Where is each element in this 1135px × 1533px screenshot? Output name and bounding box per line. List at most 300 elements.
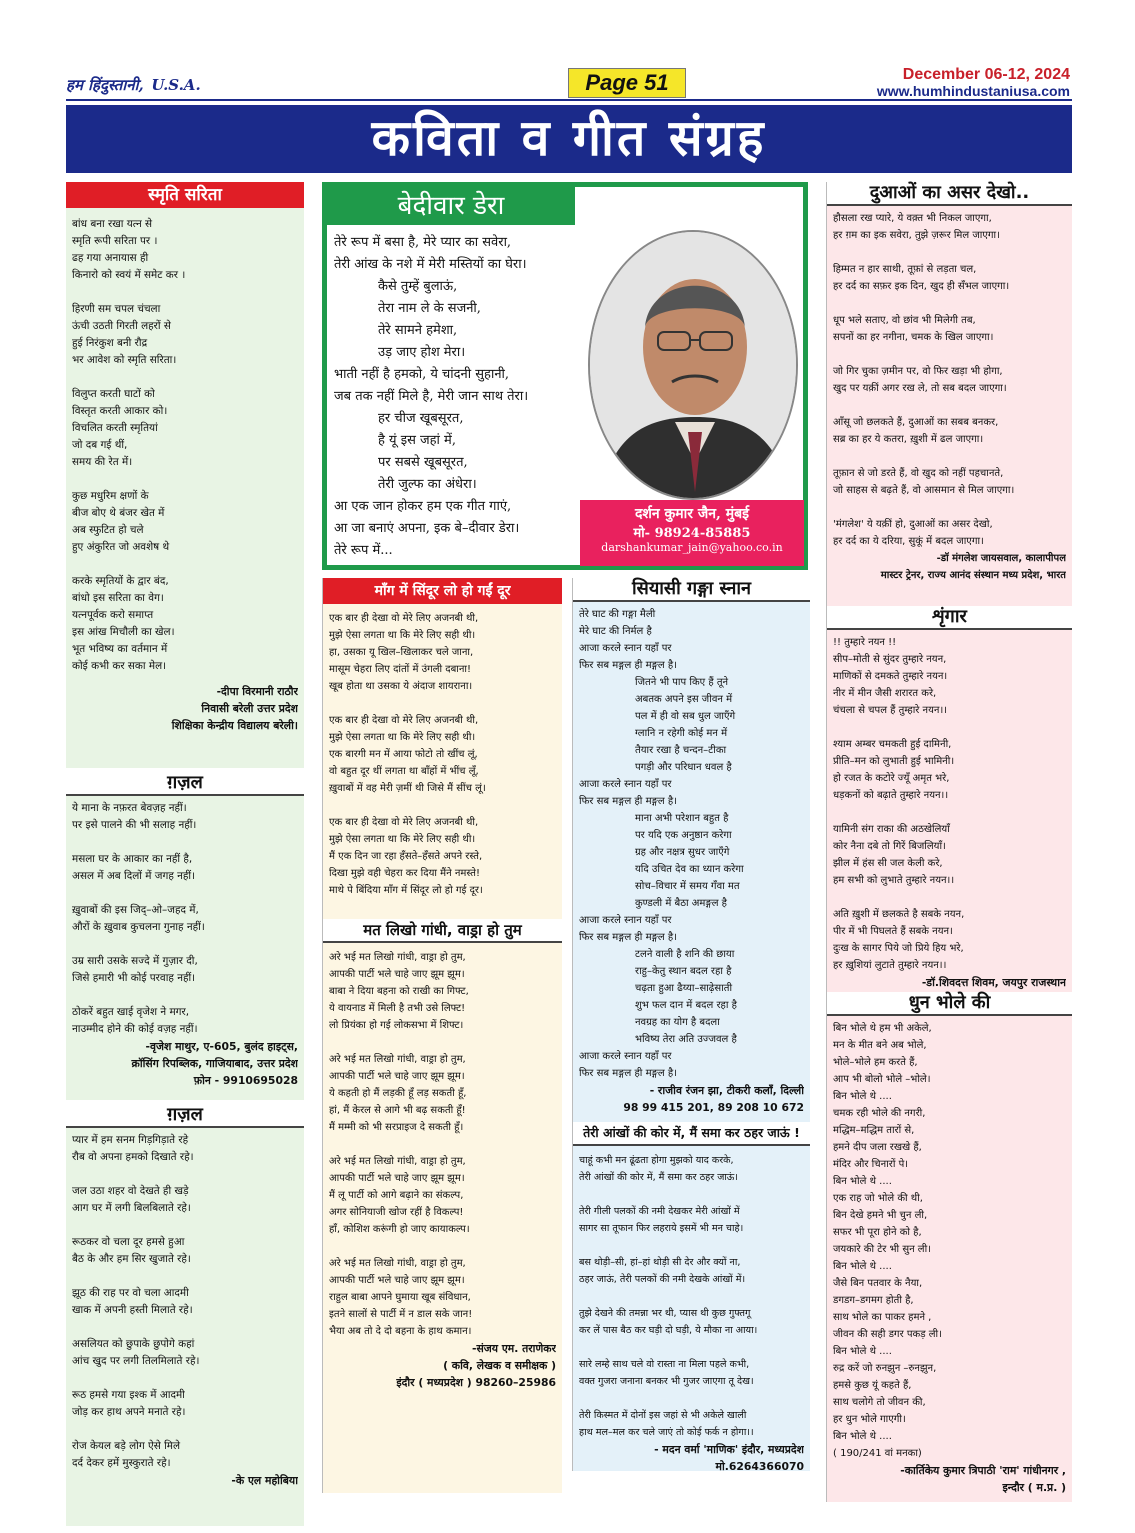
dhun-lines-line: जयकारे की टेर भी सुन ली। (833, 1244, 931, 1255)
column-right (826, 182, 1072, 1502)
duaon-lines-line: धूप भले सताए, वो छांव भी मिलेगी तब, (833, 315, 976, 326)
duaon-title: दुआओं का असर देखो.. (827, 182, 1072, 206)
teri-poem (573, 1146, 810, 1471)
ghazal2-lines-line: प्यार में हम सनम गिड़गिड़ाते रहे (72, 1134, 189, 1146)
gandhi-lines (323, 949, 562, 1340)
sindoor-lines-line: दिखा मुझे वही चेहरा कर दिया मैंने नमस्ते! (329, 868, 480, 879)
shringar-lines (827, 634, 1072, 974)
shringar-author-line: -डॉ.शिवदत्त शिवम, जयपुर राजस्थान (921, 976, 1066, 989)
smriti-lines-line (72, 471, 304, 488)
sindoor-poem (323, 604, 562, 919)
siyasi-lines-line: मेरे घाट की निर्मल है (579, 626, 652, 637)
sindoor-lines-line: ख़ुवाबों में वह मेरी ज़मीं थी जिसे मैं सींच लूं। (329, 783, 486, 794)
publication-suffix: U.S.A. (151, 76, 201, 94)
sindoor-lines-line: वो बहुत दूर थीं लगता था बाँहों में भींच लूँ, (329, 766, 479, 777)
siyasi-lines-line: भविष्य तेरा अति उज्जवल है (635, 1034, 737, 1045)
duaon-lines-line (833, 295, 1072, 312)
ghazal2-lines-line: असलियत को छुपाके छुपोगे कहां (72, 1338, 195, 1350)
ghazal2-lines-line: आंच खुद पर लगी तिलमिलाते रहे। (72, 1355, 200, 1367)
ghazal2-lines-line (72, 1217, 304, 1234)
duaon-lines-line (833, 244, 1072, 261)
shringar-lines-line: झील में हंस सी जल केली करे, (833, 858, 943, 869)
dhun-lines-line: हमसे कुछ यूं कहते हैं, (833, 1380, 912, 1391)
sindoor-lines-line: मैं एक दिन जा रहा हँसते–हँसते अपने रस्ते, (329, 851, 483, 862)
dhun-lines-line: एक राह जो भोले की थी, (833, 1193, 923, 1204)
siyasi-lines-line: आजा करले स्नान यहाँ पर (579, 779, 672, 790)
bedivar-author-name: दर्शन कुमार जैन, मुंबई (634, 506, 750, 522)
duaon-lines-line (833, 346, 1072, 363)
smriti-lines-line: कुछ मधुरिम क्षणों के (72, 490, 149, 502)
sindoor-lines-line: मुझे ऐसा लगता था कि मेरे लिए सही थी। (329, 834, 476, 845)
teri-lines-line (579, 1186, 810, 1203)
ghazal1-lines-line (72, 936, 304, 953)
dhun-author-line: इन्दौर ( म.प्र. ) (1002, 1481, 1066, 1494)
shringar-lines-line: हम सभी को लुभाते तुम्हारे नयन।। (833, 875, 955, 886)
smriti-lines-line: बांध बना रखा यत्न से (72, 218, 153, 230)
duaon-lines-line (833, 397, 1072, 414)
duaon-lines-line: सब्र का हर ये कतरा, ख़ुशी में ढल जाएगा। (833, 434, 984, 445)
smriti-lines-line: ऊंची उठती गिरती लहरों से (72, 320, 171, 332)
duaon-lines-line: सपनों का हर नगीना, चमक के खिल जाएगा। (833, 332, 994, 343)
duaon-lines-line: खुद पर यक़ीं अगर रख ले, तो सब बदल जाएगा। (833, 383, 1007, 394)
siyasi-lines-line: माना अभी परेशान बहुत है (635, 813, 729, 824)
website-link[interactable]: www.humhindustaniusa.com (876, 83, 1070, 99)
column-mid-left (322, 578, 562, 1493)
siyasi-author-line: - राजीव रंजन झा, टीकरी कलाँ, दिल्ली (649, 1084, 804, 1097)
gandhi-lines-line: इतने सालों से पार्टी में न डाल सके जान! (329, 1309, 473, 1320)
sindoor-lines-line: माथे पे बिंदिया माँग में सिंदूर लो हो गई दूर। (329, 885, 483, 896)
bedivar-lines-line: आ जा बनाएं अपना, इक बे–दीवार डेरा। (334, 521, 520, 536)
teri-lines-line: कर लें पास बैठ कर घड़ी दो घड़ी, ये मौका ना आया। (579, 1325, 758, 1336)
siyasi-lines-line: यदि उचित देव का ध्यान करेगा (635, 864, 744, 875)
shringar-title: शृंगार (827, 606, 1072, 630)
dhun-lines-line: हमने दीप जला रखखे हैं, (833, 1142, 922, 1153)
ghazal2-author-line: -के एल महोबिया (231, 1474, 298, 1487)
bedivar-lines-line: तेरे रूप में... (334, 543, 393, 558)
dhun-lines-line: मद्धिम–मद्धिम तारों से, (833, 1125, 915, 1136)
ghazal1-lines-line (72, 987, 304, 1004)
gandhi-lines-line: अगर सोनियाजी खोज रहीं है विकल्प! (329, 1207, 464, 1218)
siyasi-lines-line: फिर सब मङ्गल ही मङ्गल है। (579, 1068, 677, 1079)
ghazal2-lines-line (72, 1421, 304, 1438)
dhun-lines-line: साथ भोले का पाकर हमने , (833, 1312, 932, 1323)
ghazal2-lines (66, 1132, 304, 1472)
bedivar-lines-line: तेरी जुल्फ का अंधेरा। (378, 477, 477, 492)
sindoor-lines-line: एक बार ही देखा वो मेरे लिए अजनबी थी, (329, 817, 479, 828)
siyasi-lines-line: आजा करले स्नान यहाँ पर (579, 1051, 672, 1062)
gandhi-lines-line: अरे भई मत लिखो गांधी, वाड्रा हो तुम, (329, 952, 466, 963)
teri-lines-line (579, 1237, 810, 1254)
gandhi-lines-line (329, 1238, 562, 1255)
smriti-lines-line: विस्तृत करती आकार को। (72, 405, 168, 417)
shringar-lines-line: श्याम अम्बर चमकती हुई दामिनी, (833, 739, 952, 750)
header-rule (66, 99, 1072, 101)
smriti-lines-line: अब स्फुटित हो चले (72, 524, 144, 536)
siyasi-lines-line: आजा करले स्नान यहाँ पर (579, 915, 672, 926)
shringar-lines-line: !! तुम्हारे नयन !! (833, 637, 897, 648)
bedivar-author-email[interactable]: darshankumar_jain@yahoo.co.in (601, 541, 783, 554)
siyasi-lines (573, 606, 810, 1082)
teri-lines-line: तेरी किस्मत में दोनों इस जहां से भी अकेले खाली (579, 1410, 747, 1421)
smriti-lines-line: करके स्मृतियों के द्वार बंद, (72, 575, 169, 587)
siyasi-title: सियासी गङ्गा स्नान (573, 578, 810, 602)
ghazal1-lines-line: नाउम्मीद होने की कोई वज़ह नहीं। (72, 1023, 198, 1035)
gandhi-lines-line: आपकी पार्टी भले चाहे जाए झूम झूम। (329, 1071, 465, 1082)
bedivar-lines-line: तेरे सामने हमेशा, (378, 323, 458, 338)
teri-lines-line (579, 1390, 810, 1407)
dhun-author-line: -कार्तिकेय कुमार त्रिपाठी 'राम' गांधीनगर , (900, 1464, 1066, 1477)
dhun-title: धुन भोले की (827, 992, 1072, 1016)
ghazal2-title: ग़ज़ल (66, 1104, 304, 1128)
siyasi-lines-line: ग्रह और नक्षत्र सुधर जाएँगे (635, 847, 730, 858)
smriti-lines-line: यत्नपूर्वक करो समाप्त (72, 609, 154, 621)
teri-lines-line: चाहूं कभी मन ढूंढता होगा मुझको याद करके, (579, 1155, 734, 1166)
siyasi-lines-line: पगड़ी और परिधान धवल है (635, 762, 732, 773)
shringar-lines-line: हर ख़ुशियां लुटाते तुम्हारे नयन।। (833, 960, 947, 971)
teri-lines-line: ठहर जाऊं, तेरी पलकों की नमी देखके आंखों में। (579, 1274, 746, 1285)
smriti-poem (66, 208, 304, 768)
bedivar-title: बेदीवार डेरा (327, 187, 575, 225)
shringar-lines-line: हो रजत के कटोरे ज्यूँ अमृत भरे, (833, 773, 950, 784)
smriti-author-line: निवासी बरेली उत्तर प्रदेश (201, 702, 298, 715)
smriti-lines-line (72, 369, 304, 386)
smriti-lines-line: समय की रेत में। (72, 456, 133, 468)
bedivar-lines-line: तेरी आंख के नशे में मेरी मस्तियों का घेरा। (334, 257, 527, 272)
page-number: Page 51 (568, 68, 686, 98)
ghazal1-author-line: -वृजेश माथुर, ए-605, बुलंद हाइट्स, (145, 1040, 298, 1053)
smriti-author-line: शिक्षिका केन्द्रीय विद्यालय बरेली। (171, 719, 298, 732)
smriti-lines-line: भूत भविष्य का वर्तमान में (72, 643, 168, 655)
gandhi-lines-line: बाबा ने दिया बहना को राखी का गिफ्ट, (329, 986, 469, 997)
dhun-lines (827, 1020, 1072, 1462)
smriti-lines-line: भर आवेश को स्मृति सरिता। (72, 354, 177, 366)
dhun-lines-line: मंदिर और चिनारों पे। (833, 1159, 909, 1170)
shringar-lines-line: प्रीति–मन को लुभाती हुई भामिनी। (833, 756, 955, 767)
gandhi-lines-line: मैं मम्मी को भी सरप्राइज दे सकती हूँ। (329, 1122, 464, 1133)
dhun-lines-line: आप भी बोलो भोले –भोले। (833, 1074, 931, 1085)
sindoor-lines-line: मासूम चेहरा लिए दांतों में उंगली दबाना! (329, 664, 472, 675)
gandhi-author-line: ( कवि, लेखक व समीक्षक ) (443, 1359, 556, 1372)
sindoor-lines-line (329, 797, 562, 814)
dhun-lines-line: बिन भोले थे .... (833, 1176, 892, 1187)
dhun-lines-line: बिन भोले थे .... (833, 1091, 892, 1102)
gandhi-lines-line: आपकी पार्टी भले चाहे जाए झूम झूम। (329, 1173, 465, 1184)
siyasi-lines-line: ग्लानि न रहेगी कोई मन में (635, 728, 728, 739)
gandhi-lines-line: भैया अब तो दे दो बहना के हाथ कमान। (329, 1326, 472, 1337)
siyasi-lines-line: सोच–विचार में समय गँवा मत (635, 881, 740, 892)
dhun-lines-line: साथ चलोगे तो जीवन की, (833, 1397, 926, 1408)
siyasi-lines-line: जितने भी पाप किए हैं तूने (635, 677, 729, 688)
issue-date: December 06-12, 2024 (902, 66, 1070, 83)
duaon-lines-line: हिम्मत न हार साथी, तूफ़ां से लड़ता चल, (833, 264, 977, 275)
dhun-lines-line: बिन भोले थे .... (833, 1346, 892, 1357)
dhun-lines-line: रुद्र करें जो रुनझुन –रुनझुन, (833, 1363, 937, 1374)
shringar-lines-line (833, 889, 1072, 906)
teri-author-line: मो.6264366070 (715, 1460, 804, 1473)
duaon-lines-line: जो गिर चुका ज़मीन पर, वो फिर खड़ा भी होगा, (833, 366, 1003, 377)
bedivar-lines-line: भाती नहीं है हमको, ये चांदनी सुहानी, (334, 367, 510, 382)
dhun-lines-line: मन के मीत बने अब भोले, (833, 1040, 927, 1051)
shringar-lines-line: अति ख़ुशी में छलकते है सबके नयन, (833, 909, 965, 920)
smriti-lines-line: किनारो को स्वयं में समेट कर । (72, 269, 186, 281)
gandhi-lines-line: आपकी पार्टी भले चाहे जाए झूम झूम। (329, 1275, 465, 1286)
smriti-lines-line: बांधो इस सरिता का वेग। (72, 592, 164, 604)
dhun-lines-line: बिन भोले थे .... (833, 1261, 892, 1272)
ghazal2-lines-line: बैठ के और हम सिर खुजाते रहे। (72, 1253, 191, 1265)
ghazal2-lines-line: झूठ की राह पर वो चला आदमी (72, 1287, 189, 1299)
siyasi-lines-line: फिर सब मङ्गल ही मङ्गल है। (579, 932, 677, 943)
ghazal1-lines (66, 800, 304, 1038)
section-banner: कविता व गीत संग्रह (66, 105, 1072, 173)
ghazal1-author (66, 1038, 304, 1089)
gandhi-lines-line: अरे भई मत लिखो गांधी, वाड्रा हो तुम, (329, 1258, 466, 1269)
smriti-author-line: -दीपा विरमानी राठौर (216, 685, 298, 698)
siyasi-lines-line: राहु–केतु स्थान बदल रहा है (635, 966, 732, 977)
duaon-lines-line: जो साहस से बढ़ते हैं, वो आसमान से मिल जाएगा। (833, 485, 1015, 496)
teri-lines-line: सारे लम्हे साथ चले वो रास्ता ना मिला पहले कभी, (579, 1359, 750, 1370)
bedivar-author-phone: मो- 98924-85885 (633, 526, 751, 541)
siyasi-lines-line: टलने वाली है शनि की छाया (635, 949, 735, 960)
gandhi-lines-line: राहुल बाबा आपने घुमाया खूब संविधान, (329, 1292, 471, 1303)
shringar-lines-line (833, 719, 1072, 736)
teri-lines-line: तुझे देखने की तमन्ना भर थी, प्यास थी कुछ गुफ्तगू (579, 1308, 751, 1319)
shringar-lines-line (833, 804, 1072, 821)
ghazal1-lines-line: जिसे हमारी भी कोई परवाह नहीं। (72, 972, 196, 984)
gandhi-lines-line (329, 1136, 562, 1153)
ghazal1-lines-line: ख़ुवाबों की इस जिद्–ओ–जहद में, (72, 904, 199, 916)
siyasi-lines-line: पल में ही वो सब धुल जाएँगे (635, 711, 736, 722)
duaon-lines (827, 210, 1072, 550)
gandhi-lines-line: अरे भई मत लिखो गांधी, वाड्रा हो तुम, (329, 1156, 466, 1167)
portrait-image (590, 232, 798, 500)
ghazal2-lines-line: रौब वो अपना हमको दिखाते रहे। (72, 1151, 194, 1163)
gandhi-lines-line: हाँ, कोशिश करूंगी हो जाए कायाकल्प। (329, 1224, 470, 1235)
smriti-lines-line (72, 284, 304, 301)
ghazal2-lines-line (72, 1370, 304, 1387)
ghazal2-lines-line: खाक में अपनी हस्ती मिलाते रहे। (72, 1304, 193, 1316)
teri-author-line: - मदन वर्मा 'माणिक' इंदौर, मध्यप्रदेश (654, 1443, 804, 1456)
duaon-lines-line: तूफ़ान से जो डरते हैं, वो खुद को नहीं पहचानते, (833, 468, 1004, 479)
shringar-lines-line: पीर में भी पिघलते हैं सबके नयन। (833, 926, 953, 937)
ghazal2-lines-line: जल उठा शहर वो देखते ही खड़े (72, 1185, 189, 1197)
author-photo (588, 230, 798, 500)
gandhi-lines-line: ये वायनाड में मिली है तभी उसे लिफ्ट! (329, 1003, 466, 1014)
siyasi-lines-line: पर यदि एक अनुष्ठान करेगा (635, 830, 732, 841)
smriti-lines-line: विचलित करती स्मृतियां (72, 422, 158, 434)
smriti-lines-line: स्मृति रूपी सरिता पर । (72, 235, 158, 247)
bedivar-lines-line: पर सबसे खूबसूरत, (378, 455, 468, 470)
column-mid-right (572, 578, 810, 1471)
sindoor-lines-line: एक बारगी मन में आया फोटो तो खींच लूं, (329, 749, 478, 760)
gandhi-lines-line: हां, मैं केरल से आगे भी बढ़ सकती हूँ! (329, 1105, 466, 1116)
teri-author (573, 1441, 810, 1475)
gandhi-lines-line: लो प्रियंका हो गई लोकसभा में शिफ्ट। (329, 1020, 464, 1031)
bedivar-lines-line: हर चीज खूबसूरत, (378, 411, 464, 426)
ghazal1-lines-line: उम्र सारी उसके सज्दे में गुज़ार दी, (72, 955, 198, 967)
duaon-lines-line: हर दर्द का सफ़र इक दिन, खुद ही सँभल जाएगा। (833, 281, 1010, 292)
dhun-lines-line: चमक रही भोले की नगरी, (833, 1108, 926, 1119)
smriti-lines-line: इस आंख मिचौली का खेल। (72, 626, 175, 638)
shringar-poem (827, 630, 1072, 992)
smriti-lines-line: ढह गया अनायास ही (72, 252, 149, 264)
ghazal2-lines-line (72, 1268, 304, 1285)
bedivar-lines-line: तेरा नाम ले के सजनी, (378, 301, 481, 316)
smriti-lines-line: हिरणी सम चपल चंचला (72, 303, 161, 315)
dhun-lines-line: बिन भोले थे .... (833, 1431, 892, 1442)
ghazal1-lines-line: ये माना के नफ़रत बेवज़ह नहीं। (72, 802, 187, 814)
duaon-lines-line: हर दर्द का ये दरिया, सुकूं में बदल जाएगा। (833, 536, 984, 547)
dhun-author (827, 1462, 1072, 1496)
gandhi-lines-line: आपकी पार्टी भले चाहे जाए झूम झूम। (329, 969, 465, 980)
dhun-lines-line: बिन देखे हमने भी चुन ली, (833, 1210, 928, 1221)
sindoor-lines-line: हा, उसका यू खिल–खिलाकर चले जाना, (329, 647, 474, 658)
ghazal1-lines-line (72, 885, 304, 902)
ghazal2-lines-line (72, 1319, 304, 1336)
ghazal1-lines-line: ठोकरें बहुत खाई वृजेश ने मगर, (72, 1006, 190, 1018)
ghazal2-lines-line: रूठ हमसे गया इश्क में आदमी (72, 1389, 185, 1401)
gandhi-poem (323, 943, 562, 1493)
teri-title: तेरी आंखों की कोर में, मैं समा कर ठहर जाऊं ! (573, 1122, 810, 1146)
siyasi-lines-line: नवग्रह का योग है बदला (635, 1017, 720, 1028)
smriti-title: स्मृति सरिता (66, 182, 304, 208)
bedivar-lines-line: उड़ जाए होश मेरा। (378, 345, 466, 360)
teri-lines-line: तेरी गीली पलकों की नमी देखकर मेरी आंखों में (579, 1206, 740, 1217)
author-namebox (580, 500, 804, 566)
shringar-author (827, 974, 1072, 991)
bedivar-lines-line: कैसे तुम्हें बुलाऊं, (378, 279, 458, 294)
sindoor-lines-line: खूब होता था उसका ये अंदाज शायराना। (329, 681, 473, 692)
gandhi-author-line: -संजय एम. तराणेकर (472, 1342, 556, 1355)
ghazal1-lines-line (72, 834, 304, 851)
header-date-block (860, 66, 1070, 100)
duaon-lines-line: आँसू जो छलकते हैं, दुआओं का सबब बनकर, (833, 417, 999, 428)
bedivar-lines (334, 232, 594, 562)
siyasi-lines-line: तैयार रखा है चन्दन–टीका (635, 745, 727, 756)
teri-lines-line (579, 1288, 810, 1305)
duaon-author-line: -डॉ मंगलेश जायसवाल, कालापीपल (936, 553, 1066, 564)
gandhi-lines-line: ये कहती हो मैं लड़की हूँ लड़ सकती हूँ, (329, 1088, 467, 1099)
siyasi-lines-line: तेरे घाट की गङ्गा मैली (579, 609, 656, 620)
sindoor-lines-line: एक बार ही देखा वो मेरे लिए अजनबी थी, (329, 613, 479, 624)
shringar-lines-line: दुःख के सागर पिये जो प्रिये हिय भरे, (833, 943, 964, 954)
column-left (66, 182, 304, 1526)
dhun-lines-line: डगडग–डगमग होती है, (833, 1295, 914, 1306)
ghazal1-lines-line: असल में अब दिलों में जगह नहीं। (72, 870, 196, 882)
ghazal2-lines-line (72, 1166, 304, 1183)
shringar-lines-line: धड़कनों को बढ़ाते तुम्हारे नयन।। (833, 790, 949, 801)
dhun-lines-line: बिन भोले थे हम भी अकेले, (833, 1023, 932, 1034)
ghazal1-author-line: फ़ोन - 9910695028 (193, 1074, 298, 1087)
smriti-lines-line (72, 556, 304, 573)
shringar-lines-line: सीप–मोती से सुंदर तुम्हारे नयन, (833, 654, 947, 665)
sindoor-lines-line: मुझे ऐसा लगता था कि मेरे लिए सही थी। (329, 732, 476, 743)
teri-lines-line: हाथ मल–मल कर चले जाएं तो कोई फर्क न होगा।। (579, 1427, 754, 1438)
ghazal2-author (66, 1472, 304, 1489)
duaon-lines-line (833, 448, 1072, 465)
smriti-lines-line: विलुप्त करती घाटों को (72, 388, 155, 400)
sindoor-title: माँग में सिंदूर लो हो गईं दूर (323, 578, 562, 604)
teri-lines-line (579, 1339, 810, 1356)
smriti-lines-line: जो दब गई थीं, (72, 439, 128, 451)
siyasi-lines-line: अबतक अपने इस जीवन में (635, 694, 733, 705)
ghazal2-lines-line: रोज केयल बड़े लोग ऐसे मिले (72, 1440, 181, 1452)
ghazal2-lines-line: दर्द देकर हमें मुस्कुराते रहे। (72, 1457, 171, 1469)
siyasi-poem (573, 602, 810, 1122)
sindoor-lines-line: मुझे ऐसा लगता था कि मेरे लिए सही थी। (329, 630, 476, 641)
ghazal2-lines-line: रूठकर वो चला दूर हमसे हुआ (72, 1236, 185, 1248)
teri-lines-line: सागर सा तूफान फिर लहराये इसमें भी मन चाहे। (579, 1223, 744, 1234)
dhun-lines-line: भोले–भोले हम करते हैं, (833, 1057, 918, 1068)
siyasi-author (573, 1082, 810, 1116)
ghazal2-lines-line: जोड़ कर हाथ अपने मनाते रहे। (72, 1406, 186, 1418)
ghazal1-lines-line: पर इसे पालने की भी सलाह नहीं। (72, 819, 197, 831)
shringar-lines-line: चंचला से चपल हैं तुम्हारे नयन।। (833, 705, 948, 716)
dhun-lines-line: जीवन की सही डगर पकड़ ली। (833, 1329, 942, 1340)
shringar-lines-line: कोर नैना दबे तो गिरें बिजलियाँ। (833, 841, 946, 852)
smriti-author (66, 683, 304, 734)
ghazal2-poem (66, 1128, 304, 1526)
siyasi-author-line: 98 99 415 201, 89 208 10 672 (623, 1101, 804, 1114)
smriti-lines-line: हुए अंकुरित जो अवशेष थे (72, 541, 170, 553)
bedivar-lines-line: आ एक जान होकर हम एक गीत गाएं, (334, 499, 512, 514)
ghazal1-lines-line: औरों के ख़ुवाब कुचलना गुनाह नहीं। (72, 921, 205, 933)
ghazal1-author-line: क्रॉसिंग रिपब्लिक, गाजियाबाद, उत्तर प्रदेश (131, 1057, 298, 1070)
gandhi-title: मत लिखो गांधी, वाड्रा हो तुम (323, 919, 562, 943)
sindoor-lines (323, 610, 562, 899)
ghazal1-poem (66, 796, 304, 1100)
gandhi-author (323, 1340, 562, 1391)
bedivar-lines-line: तेरे रूप में बसा है, मेरे प्यार का सवेरा, (334, 235, 512, 250)
publication-name: हम हिंदुस्तानी, U.S.A. (66, 76, 201, 94)
dhun-lines-line: ( 190/241 वां मनका) (833, 1448, 922, 1459)
dhun-lines-line: जैसे बिन पतवार के नैया, (833, 1278, 923, 1289)
teri-lines (573, 1152, 810, 1441)
ghazal1-title: ग़ज़ल (66, 772, 304, 796)
ghazal2-lines-line: आग घर में लगी बिलबिलाते रहे। (72, 1202, 191, 1214)
siyasi-lines-line: कुण्डली में बैठा अमङ्गल है (635, 898, 727, 909)
duaon-poem (827, 206, 1072, 606)
bedivar-lines-line: जब तक नहीं मिले है, मेरी जान साथ तेरा। (334, 389, 529, 404)
sindoor-lines-line: एक बार ही देखा वो मेरे लिए अजनबी थी, (329, 715, 479, 726)
shringar-lines-line: यामिनी संग राका की अठखेलियाँ (833, 824, 950, 835)
siyasi-lines-line: शुभ फल दान में बदल रहा है (635, 1000, 737, 1011)
shringar-lines-line: माणिकों से दमकते तुम्हारे नयन। (833, 671, 948, 682)
teri-lines-line: तेरी आंखों की कोर में, मैं समा कर ठहर जाऊं। (579, 1172, 738, 1183)
dhun-lines-line: सफर भी पूरा होने को है, (833, 1227, 922, 1238)
siyasi-lines-line: फिर सब मङ्गल ही मङ्गल है। (579, 796, 677, 807)
smriti-lines-line: हुई निरंकुश बनी रौद्र (72, 337, 148, 349)
teri-lines-line: वक्त गुजरा जनाना बनकर भी गुजर जाएगा तू देख। (579, 1376, 754, 1387)
duaon-lines-line (833, 499, 1072, 516)
ghazal1-lines-line: मसला घर के आकार का नहीं है, (72, 853, 193, 865)
gandhi-lines-line: अरे भई मत लिखो गांधी, वाड्रा हो तुम, (329, 1054, 466, 1065)
siyasi-lines-line: आजा करले स्नान यहाँ पर (579, 643, 672, 654)
duaon-author-line: मास्टर ट्रेनर, राज्य आनंद संस्थान मध्य प्रदेश, भारत (880, 570, 1066, 581)
siyasi-lines-line: फिर सब मङ्गल ही मङ्गल है। (579, 660, 677, 671)
gandhi-lines-line (329, 1034, 562, 1051)
shringar-lines-line: नीर में मीन जैसी शरारत करे, (833, 688, 937, 699)
bedivar-lines-line: है यूं इस जहां में, (378, 433, 456, 448)
duaon-lines-line: हर ग़म का इक सवेरा, तुझे ज़रूर मिल जाएगा। (833, 230, 1000, 241)
smriti-lines-line: बीज बोए थे बंजर खेत में (72, 507, 165, 519)
dhun-lines-line: हर धुन भोले गाएगी। (833, 1414, 906, 1425)
duaon-lines-line: 'मंगलेश' ये यक़ीं हो, दुआओं का असर देखो, (833, 519, 993, 530)
teri-lines-line: बस थोड़ी–सी, हां–हां थोड़ी सी देर और क्यों ना, (579, 1257, 741, 1268)
dhun-poem (827, 1016, 1072, 1502)
siyasi-lines-line: चढ़ता हुआ ढैय्या–साढ़ेसाती (635, 983, 733, 994)
duaon-author (827, 550, 1072, 584)
duaon-lines-line: हौसला रख प्यारे, ये वक़्त भी निकल जाएगा, (833, 213, 992, 224)
